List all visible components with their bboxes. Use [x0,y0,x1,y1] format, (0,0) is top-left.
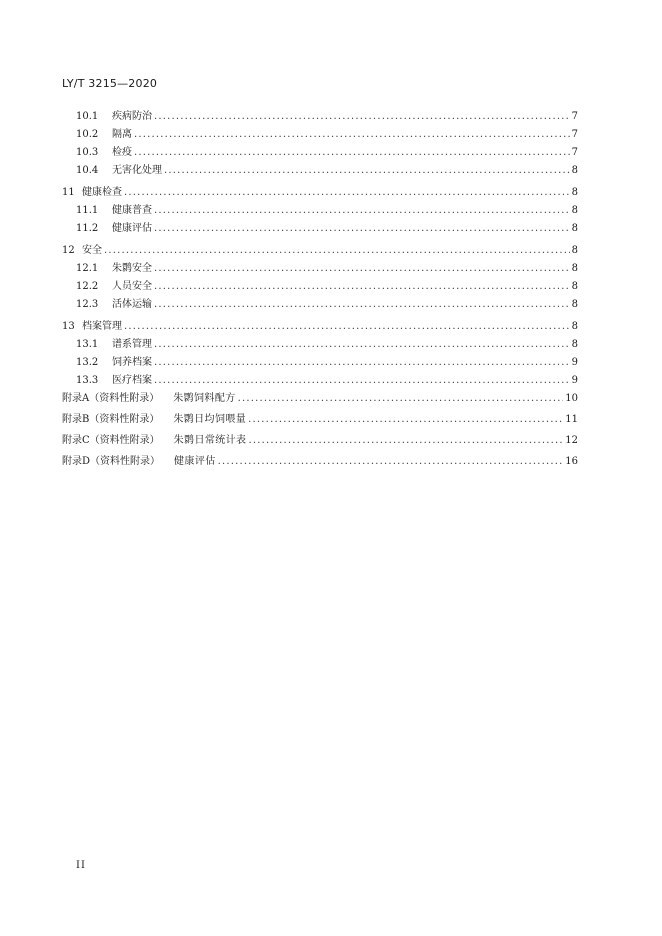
toc-entry-page: 9 [571,375,578,386]
toc-entry-page: 7 [571,129,578,140]
document-code: LY/T 3215—2020 [62,77,158,90]
toc-entry-13-1[interactable] [62,335,578,353]
toc-entry-page: 8 [571,187,578,198]
toc-entry-page: 8 [571,205,578,216]
toc-appendix-b[interactable] [62,410,578,431]
toc-entry-number: 11 [62,187,75,198]
toc-entry-page: 8 [571,321,578,332]
toc-entry-page: 7 [571,111,578,122]
toc-entry-title: 人员安全 [112,281,152,292]
appendix-label: 附录D（资料性附录） [62,456,161,467]
leader-dots [248,414,563,425]
toc-entry-number: 13.2 [76,357,99,368]
appendix-title: 朱鹮日均饲喂量 [173,414,247,425]
toc-entry-number: 10.4 [76,165,99,176]
toc-entry-page: 9 [571,357,578,368]
appendix-label: 附录B（资料性附录） [62,414,160,425]
toc-appendix-d[interactable] [62,452,578,473]
toc-entry-13[interactable] [62,317,578,335]
toc-entry-12-2[interactable] [62,277,578,295]
toc-entry-title: 疾病防治 [112,111,152,122]
appendix-title: 朱鹮饲料配方 [173,393,236,404]
leader-dots [248,435,563,446]
toc-entry-11-2[interactable] [62,219,578,237]
leader-dots [154,375,570,386]
leader-dots [134,129,570,140]
leader-dots [154,281,570,292]
leader-dots [238,393,564,404]
toc-entry-number: 12 [62,245,75,256]
toc-entry-page: 8 [571,339,578,350]
appendix-label: 附录A（资料性附录） [62,393,160,404]
leader-dots [154,205,570,216]
leader-dots [154,339,570,350]
toc-entry-title: 医疗档案 [112,375,152,386]
appendix-page: 11 [565,414,578,425]
appendix-page: 16 [565,456,578,467]
toc-entry-number: 10.2 [76,129,99,140]
toc-entry-title: 隔离 [112,129,132,140]
toc-entry-page: 8 [571,165,578,176]
toc-entry-title: 朱鹮安全 [112,263,152,274]
toc-entry-page: 7 [571,147,578,158]
toc-entry-page: 8 [571,299,578,310]
toc-entry-12-1[interactable] [62,259,578,277]
toc-entry-10-3[interactable] [62,143,578,161]
toc-entry-number: 12.1 [76,263,99,274]
table-of-contents [62,107,578,473]
toc-entry-10-2[interactable] [62,125,578,143]
page-number: II [76,860,86,871]
leader-dots [134,147,570,158]
leader-dots [164,165,570,176]
appendix-title: 朱鹮日常统计表 [173,435,247,446]
toc-entry-number: 11.2 [76,223,99,234]
toc-entry-12-3[interactable] [62,295,578,313]
toc-entry-page: 8 [571,245,578,256]
toc-entry-number: 13.3 [76,375,99,386]
toc-entry-11-1[interactable] [62,201,578,219]
leader-dots [154,357,570,368]
toc-entry-number: 12.3 [76,299,99,310]
toc-appendix-a[interactable] [62,389,578,410]
toc-entry-page: 8 [571,263,578,274]
toc-entry-title: 饲养档案 [112,357,152,368]
toc-entry-number: 13.1 [76,339,99,350]
toc-entry-title: 无害化处理 [112,165,162,176]
leader-dots [124,321,570,332]
leader-dots [154,263,570,274]
toc-entry-page: 8 [571,223,578,234]
toc-appendix-c[interactable] [62,431,578,452]
appendix-label: 附录C（资料性附录） [62,435,160,446]
toc-entry-title: 健康评估 [112,223,152,234]
toc-entry-number: 10.3 [76,147,99,158]
toc-entry-title: 健康普查 [112,205,152,216]
toc-entry-13-3[interactable] [62,371,578,389]
toc-entry-title: 健康检查 [82,187,122,198]
leader-dots [124,187,570,198]
toc-entry-number: 11.1 [76,205,99,216]
toc-entry-13-2[interactable] [62,353,578,371]
toc-entry-title: 安全 [82,245,102,256]
appendix-page: 12 [565,435,578,446]
toc-entry-title: 谱系管理 [112,339,152,350]
toc-entry-title: 检疫 [112,147,132,158]
toc-entry-page: 8 [571,281,578,292]
toc-entry-11[interactable] [62,183,578,201]
appendix-page: 10 [565,393,578,404]
toc-entry-12[interactable] [62,241,578,259]
toc-entry-title: 档案管理 [82,321,122,332]
toc-entry-number: 13 [62,321,75,332]
leader-dots [154,223,570,234]
leader-dots [104,245,570,256]
toc-entry-title: 活体运输 [112,299,152,310]
leader-dots [154,299,570,310]
toc-entry-number: 10.1 [76,111,99,122]
toc-entry-number: 12.2 [76,281,99,292]
leader-dots [154,111,570,122]
appendix-title: 健康评估 [174,456,216,467]
leader-dots [218,456,564,467]
toc-entry-10-4[interactable] [62,161,578,179]
toc-entry-10-1[interactable] [62,107,578,125]
